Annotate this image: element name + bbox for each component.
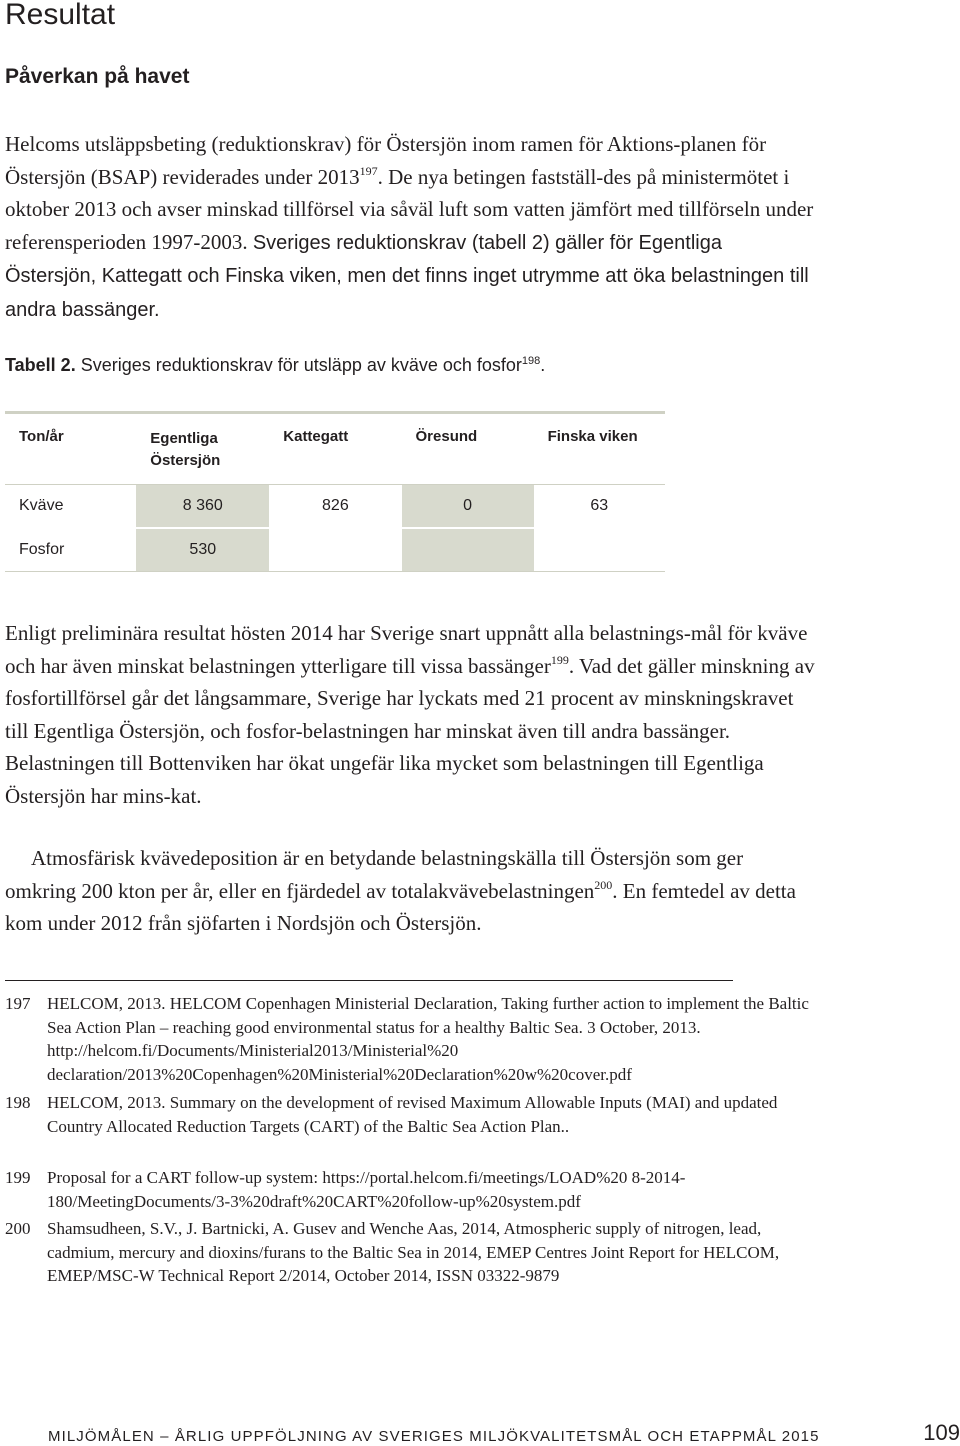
footnote-text: HELCOM, 2013. Summary on the development of revised Maximum Allowable Inputs (MAI) and updated Country Allocated Reduction Targets (CART) of the Baltic Sea Action Plan..: [47, 1093, 778, 1136]
paragraph-deposition: Atmosfärisk kvävedeposition är en betydande belastningskälla till Östersjön som ger omkring 200 kton per år, eller en fjärdedel av totalakvävebelastningen$^{200}$. En femtedel av detta kom under 2012 från sjöfarten i Nordsjön och Östersjön.: [5, 846, 796, 935]
footnote-divider: [5, 980, 733, 981]
paragraph-intro: Helcoms utsläppsbeting (reduktionskrav) för Östersjön inom ramen för Aktions-planen för Östersjön (BSAP) reviderades under 2013$^{197}$. De nya betingen fastställ-des på ministermötet i oktober 2013 och avser minskad tillförsel via såväl luft som vatten jämfört med tillförseln under referensperioden 1997-2003. Sveriges reduktionskrav (tabell 2) gäller för Egentliga Östersjön, Kattegatt och Finska viken, men det finns inget utrymme att öka belastningen till andra bassänger.: [5, 132, 814, 321]
page-number: 109: [923, 1420, 960, 1445]
footnote-number: 199: [5, 1168, 31, 1187]
footnote-number: 200: [5, 1219, 31, 1238]
footnote-ref-200[interactable]: 200: [594, 877, 613, 892]
col-header-kattegatt: Kattegatt: [269, 413, 401, 485]
reduction-table: [5, 411, 665, 572]
table-cell: [402, 528, 534, 572]
table-header-row: [5, 413, 665, 485]
col-header-oresund: Öresund: [402, 413, 534, 485]
row-label: Fosfor: [5, 528, 136, 572]
col-header-finska: Finska viken: [534, 413, 665, 485]
col-header-unit: Ton/år: [5, 413, 136, 485]
footnote-ref-199[interactable]: 199: [550, 652, 569, 667]
footnote-text: HELCOM, 2013. HELCOM Copenhagen Ministerial Declaration, Taking further action to implement the Baltic Sea Action Plan – reaching good environmental status for a healthy Baltic Sea. 3 October, 2013. http://helcom.fi/Documents/Ministerial2013/Ministerial%20 declaration/2013%20Copenhagen%20Ministerial%20Declaration%20w%20cover.pdf: [47, 994, 809, 1084]
table-cell: 63: [534, 485, 665, 529]
col-header-egentliga: Egentliga Östersjön: [136, 413, 269, 485]
table-cell: [269, 528, 401, 572]
table-cell: [534, 528, 665, 572]
footnote-ref-197[interactable]: 197: [359, 163, 378, 178]
table-caption: Tabell 2. Sveriges reduktionskrav för utsläpp av kväve och fosfor$^{198}$.: [5, 355, 546, 375]
table-row: [5, 528, 665, 572]
table-cell: 0: [402, 485, 534, 529]
section-title: Påverkan på havet: [5, 65, 190, 88]
paragraph-results: Enligt preliminära resultat hösten 2014 har Sverige snart uppnått alla belastnings-mål för kväve och har även minskat belastningen ytterligare till vissa bassänger$^{199}$. Vad det gäller minskning av fosfortillförsel går det långsammare, Sverige har lyckats med 21 procent av minskningskravet till Egentliga Östersjön, och fosfor-belastningen har minskat även till andra bassänger. Belastningen till Bottenviken har ökat ungefär lika mycket som belastningen till Egentliga Östersjön har mins-kat.: [5, 621, 815, 808]
footnote-number: 198: [5, 1093, 31, 1112]
footnote-text: Proposal for a CART follow-up system: https://portal.helcom.fi/meetings/LOAD%20 8-2014-180/MeetingDocuments/3-3%20draft%20CART%20follow-up%20system.pdf: [47, 1168, 686, 1211]
row-label: Kväve: [5, 485, 136, 529]
footnote-text: Shamsudheen, S.V., J. Bartnicki, A. Gusev and Wenche Aas, 2014, Atmospheric supply of nitrogen, lead, cadmium, mercury and dioxins/furans to the Baltic Sea in 2014, EMEP Centres Joint Report for HELCOM, EMEP/MSC-W Technical Report 2/2014, October 2014, ISSN 03322-9879: [47, 1219, 780, 1285]
page-title: Resultat: [5, 0, 116, 31]
running-footer-title: MILJÖMÅLEN – ÅRLIG UPPFÖLJNING AV SVERIGES MILJÖKVALITETSMÅL OCH ETAPPMÅL 2015: [48, 1428, 820, 1445]
footnote-number: 197: [5, 994, 31, 1013]
table-row: [5, 485, 665, 529]
table-cell: 530: [136, 528, 269, 572]
table-cell: 826: [269, 485, 401, 529]
table-cell: 8 360: [136, 485, 269, 529]
footnote-ref-198[interactable]: 198: [521, 355, 541, 367]
